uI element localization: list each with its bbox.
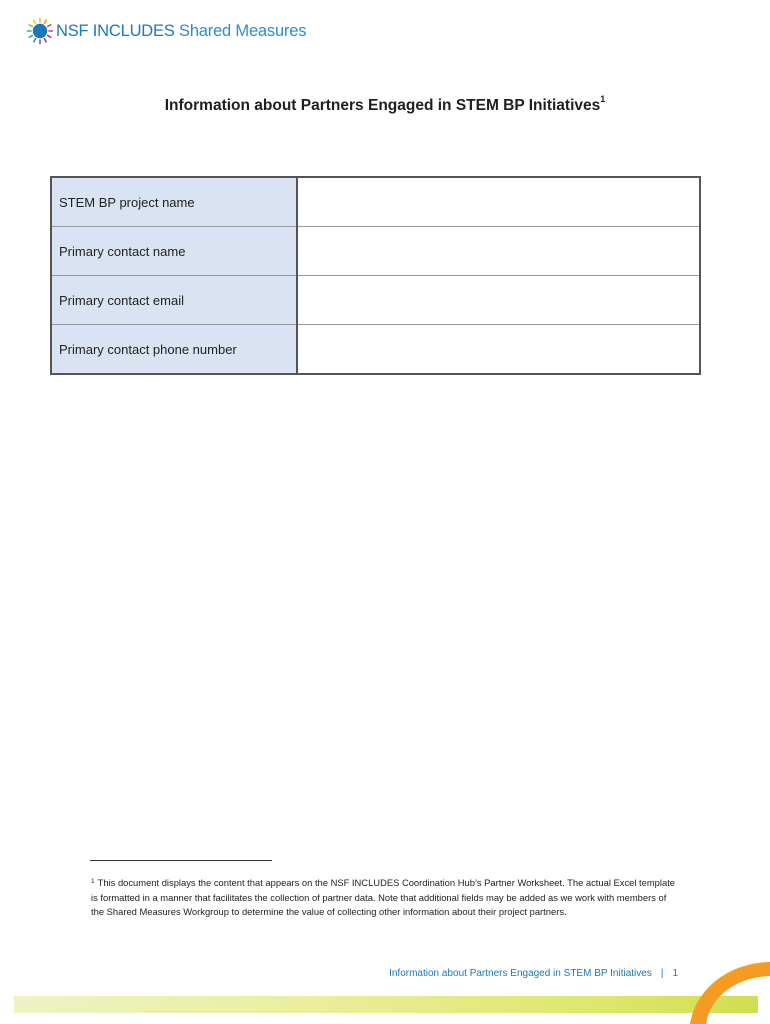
- logo-wordmark: [56, 22, 306, 41]
- table-row: [51, 325, 700, 375]
- footnote-divider: [90, 860, 272, 861]
- footnote-marker: 1: [91, 878, 95, 885]
- title-footnote-ref[interactable]: 1: [600, 94, 606, 104]
- nsf-includes-logo: [26, 17, 306, 45]
- logo-suffix: Shared Measures: [179, 21, 307, 40]
- logo-prefix: NSF INCLUDES: [56, 21, 175, 40]
- footer-title: Information about Partners Engaged in STEM BP Initiatives: [389, 968, 652, 979]
- page-number: 1: [672, 968, 678, 979]
- document-title-text: Information about Partners Engaged in STEM BP Initiatives: [164, 97, 601, 115]
- contact-name-field[interactable]: [297, 227, 700, 276]
- table-row: [51, 227, 700, 276]
- sunburst-logo-icon: [26, 17, 54, 45]
- footnote: [91, 876, 681, 920]
- contact-name-label: Primary contact name: [51, 227, 297, 276]
- project-name-field[interactable]: [297, 177, 700, 227]
- table-row: [51, 276, 700, 325]
- document-title: [0, 96, 770, 115]
- contact-phone-field[interactable]: [297, 325, 700, 375]
- partner-info-table: [50, 176, 701, 375]
- orange-swoosh-decoration: [686, 955, 770, 1024]
- footnote-text: This document displays the content that appears on the NSF INCLUDES Coordination Hub’s Partner Worksheet. The actual Excel template is formatted in a manner that facilitates the collection of partner data. Note that additional fields may be added as we work with members of the Shared Measures Workgroup to determine the value of collecting other information about their project partners.: [91, 877, 676, 917]
- project-name-label: STEM BP project name: [51, 177, 297, 227]
- footer-separator: |: [660, 968, 664, 979]
- table-row: [51, 177, 700, 227]
- contact-email-field[interactable]: [297, 276, 700, 325]
- contact-phone-label: Primary contact phone number: [51, 325, 297, 375]
- footer-color-bar: [14, 996, 758, 1013]
- contact-email-label: Primary contact email: [51, 276, 297, 325]
- page-footer: [389, 968, 678, 979]
